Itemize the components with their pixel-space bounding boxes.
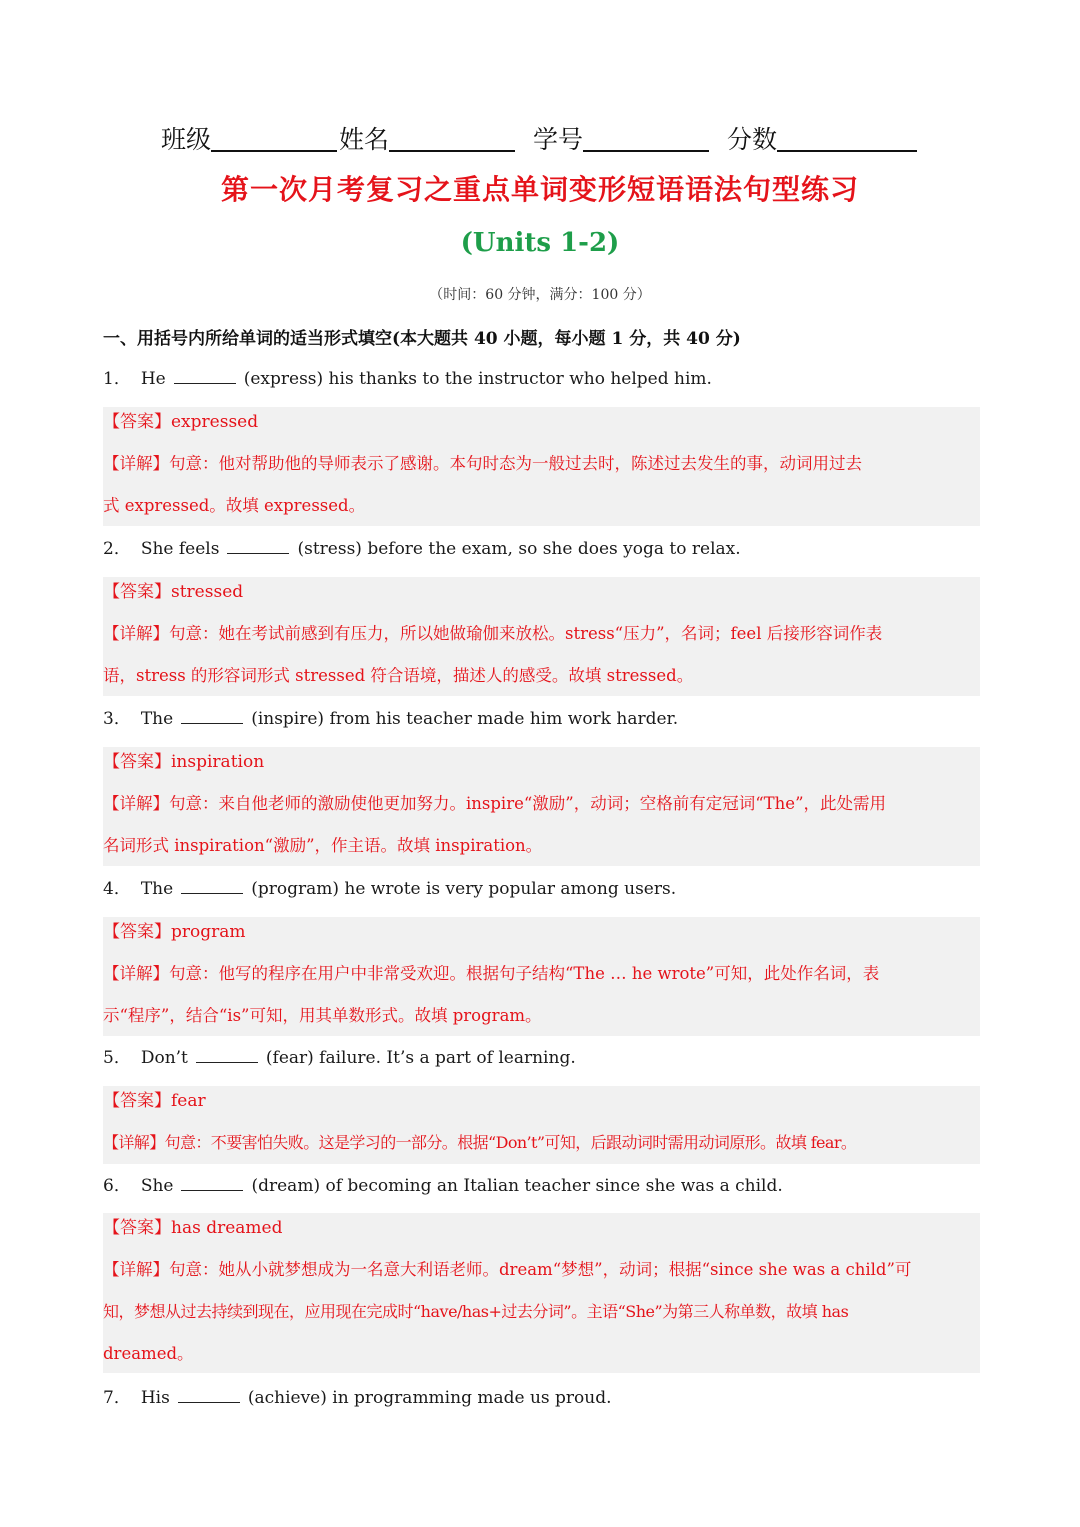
score-blank[interactable] <box>777 122 917 152</box>
question-1: 1． He (express) his thanks to the instructor who helped him. <box>103 364 712 394</box>
score-field[interactable] <box>727 122 919 152</box>
time-note: （时间：60 分钟，满分：100 分） <box>429 287 651 303</box>
answer-blank[interactable] <box>174 365 236 384</box>
detail-line: 【详解】句意：她在考试前感到有压力，所以她做瑜伽来放松。stress“压力”，名词；feel 后接形容词作表 <box>103 624 883 643</box>
answer-box-2 <box>103 577 980 696</box>
answer-box-5 <box>103 1086 980 1164</box>
answer-line: 【答案】inspiration <box>103 752 265 772</box>
score-label: 分数 <box>727 125 778 154</box>
detail-line: 【详解】句意：他对帮助他的导师表示了感谢。本句时态为一般过去时，陈述过去发生的事，动词用过去 <box>103 454 862 473</box>
question-5: 5． Don’t (fear) failure. It’s a part of learning. <box>103 1043 576 1073</box>
question-3: 3． The (inspire) from his teacher made him work harder. <box>103 704 678 734</box>
answer-blank[interactable] <box>181 705 243 724</box>
name-label: 姓名 <box>338 125 389 154</box>
answer-line: 【答案】stressed <box>103 582 244 602</box>
class-label: 班级 <box>160 125 211 154</box>
units-subtitle: (Units 1-2) <box>460 228 620 258</box>
detail-line: dreamed。 <box>103 1344 194 1363</box>
answer-box-3 <box>103 747 980 866</box>
student-info-line <box>0 112 1080 152</box>
answer-blank[interactable] <box>181 1172 243 1191</box>
question-2: 2． She feels (stress) before the exam, so she does yoga to relax. <box>103 534 741 564</box>
detail-line: 【详解】句意：他写的程序在用户中非常受欢迎。根据句子结构“The … he wrote”可知，此处作名词，表 <box>103 964 880 983</box>
answer-box-1 <box>103 407 980 526</box>
detail-line: 示“程序”，结合“is”可知，用其单数形式。故填 program。 <box>103 1006 542 1025</box>
student-id-blank[interactable] <box>583 122 709 152</box>
section-heading: 一、用括号内所给单词的适当形式填空(本大题共 40 小题，每小题 1 分，共 40 分) <box>103 329 741 349</box>
answer-blank[interactable] <box>196 1044 258 1063</box>
detail-line: 【详解】句意：她从小就梦想成为一名意大利语老师。dream“梦想”，动词；根据“since she was a child”可 <box>103 1260 912 1279</box>
answer-blank[interactable] <box>227 535 289 554</box>
detail-line: 语，stress 的形容词形式 stressed 符合语境，描述人的感受。故填 stressed。 <box>103 666 694 685</box>
student-id-label: 学号 <box>533 125 584 154</box>
page-title: 第一次月考复习之重点单词变形短语语法句型练习 <box>220 173 859 206</box>
name-field[interactable] <box>339 122 517 152</box>
detail-line: 知，梦想从过去持续到现在，应用现在完成时“have/has+过去分词”。主语“She”为第三人称单数，故填 has <box>103 1302 849 1321</box>
answer-line: 【答案】has dreamed <box>103 1218 283 1238</box>
answer-blank[interactable] <box>178 1384 240 1403</box>
question-6: 6． She (dream) of becoming an Italian teacher since she was a child. <box>103 1171 783 1201</box>
question-4: 4． The (program) he wrote is very popular among users. <box>103 874 676 904</box>
answer-blank[interactable] <box>181 875 243 894</box>
question-7: 7． His (achieve) in programming made us proud. <box>103 1383 612 1413</box>
answer-box-4 <box>103 917 980 1036</box>
detail-line: 【详解】句意：来自他老师的激励使他更加努力。inspire“激励”，动词；空格前有定冠词“The”，此处需用 <box>103 794 887 813</box>
detail-line: 【详解】句意：不要害怕失败。这是学习的一部分。根据“Don’t”可知，后跟动词时需用动词原形。故填 fear。 <box>103 1133 857 1152</box>
answer-line: 【答案】fear <box>103 1091 206 1111</box>
class-field[interactable] <box>161 122 339 152</box>
detail-line: 式 expressed。故填 expressed。 <box>103 496 366 515</box>
answer-box-6 <box>103 1213 980 1373</box>
answer-line: 【答案】expressed <box>103 412 259 432</box>
detail-line: 名词形式 inspiration“激励”，作主语。故填 inspiration。 <box>103 836 543 855</box>
name-blank[interactable] <box>389 122 515 152</box>
answer-line: 【答案】program <box>103 922 246 942</box>
class-blank[interactable] <box>211 122 337 152</box>
student-id-field[interactable] <box>533 122 711 152</box>
